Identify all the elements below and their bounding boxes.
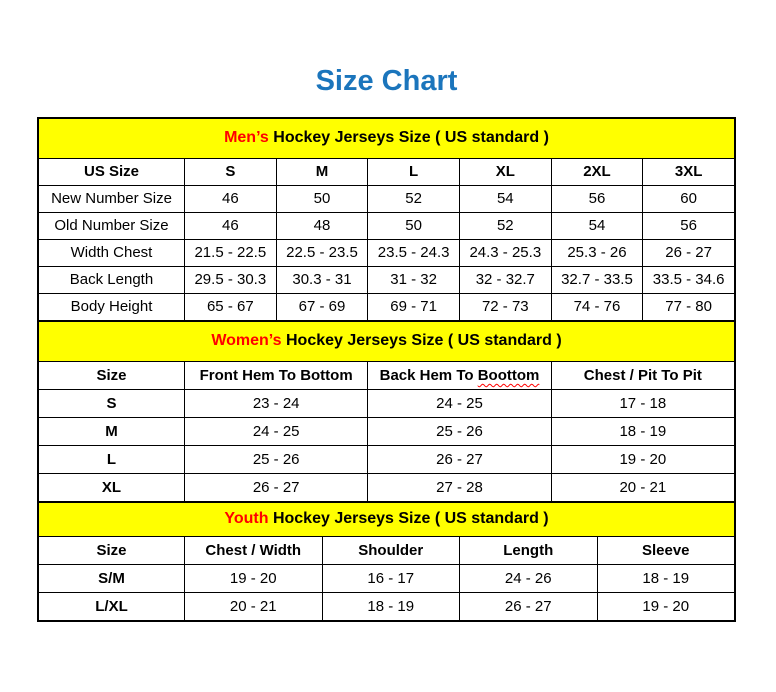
column-header: Shoulder xyxy=(322,536,460,564)
size-value-cell: 54 xyxy=(551,212,643,239)
size-value-cell: 52 xyxy=(368,185,460,212)
row-womens-m xyxy=(39,417,735,445)
size-value-cell: 25 - 26 xyxy=(185,445,368,473)
size-value-cell: 56 xyxy=(551,185,643,212)
womens-banner-rest: Hockey Jerseys Size ( US standard ) xyxy=(281,332,562,350)
column-header: Chest / Pit To Pit xyxy=(551,361,734,389)
row-label: S xyxy=(39,389,185,417)
womens-banner-row xyxy=(39,321,735,361)
size-value-cell: 17 - 18 xyxy=(551,389,734,417)
page-title: Size Chart xyxy=(315,65,458,97)
size-value-cell: 32.7 - 33.5 xyxy=(551,266,643,293)
row-womens-l xyxy=(39,445,735,473)
size-value-cell: 60 xyxy=(643,185,735,212)
size-value-cell: 23 - 24 xyxy=(185,389,368,417)
womens-banner-highlight: Women’s xyxy=(211,332,282,350)
size-value-cell: 56 xyxy=(643,212,735,239)
mens-banner-highlight: Men’s xyxy=(224,129,269,147)
size-value-cell: 25 - 26 xyxy=(368,417,551,445)
size-value-cell: 77 - 80 xyxy=(643,293,735,320)
size-value-cell: 24 - 26 xyxy=(460,564,598,592)
row-youth-lxl xyxy=(39,592,735,620)
size-value-cell: 26 - 27 xyxy=(185,473,368,501)
size-value-cell: 48 xyxy=(276,212,368,239)
column-header: US Size xyxy=(39,158,185,185)
column-header: 2XL xyxy=(551,158,643,185)
size-value-cell: 19 - 20 xyxy=(185,564,323,592)
row-label: L/XL xyxy=(39,592,185,620)
header-text: Back Hem To xyxy=(379,366,478,384)
column-header: 3XL xyxy=(643,158,735,185)
womens-banner-cell xyxy=(39,321,735,361)
mens-size-table xyxy=(38,118,735,321)
size-value-cell: 33.5 - 34.6 xyxy=(643,266,735,293)
youth-banner-row xyxy=(39,502,735,536)
size-value-cell: 65 - 67 xyxy=(185,293,277,320)
youth-size-table xyxy=(38,502,735,621)
size-value-cell: 74 - 76 xyxy=(551,293,643,320)
row-label: XL xyxy=(39,473,185,501)
size-value-cell: 46 xyxy=(185,212,277,239)
misspelled-word-squiggle: Boottom xyxy=(477,366,540,384)
size-value-cell: 50 xyxy=(368,212,460,239)
row-womens-xl xyxy=(39,473,735,501)
size-value-cell: 18 - 19 xyxy=(551,417,734,445)
size-value-cell: 16 - 17 xyxy=(322,564,460,592)
size-value-cell: 50 xyxy=(276,185,368,212)
size-value-cell: 72 - 73 xyxy=(459,293,551,320)
size-value-cell: 21.5 - 22.5 xyxy=(185,239,277,266)
youth-banner-rest: Hockey Jerseys Size ( US standard ) xyxy=(268,510,549,528)
youth-header-row xyxy=(39,536,735,564)
mens-banner-rest: Hockey Jerseys Size ( US standard ) xyxy=(268,129,549,147)
size-value-cell: 22.5 - 23.5 xyxy=(276,239,368,266)
column-header xyxy=(368,361,551,389)
column-header: XL xyxy=(459,158,551,185)
row-old-number-size xyxy=(39,212,735,239)
row-back-length xyxy=(39,266,735,293)
column-header: Size xyxy=(39,536,185,564)
size-value-cell: 32 - 32.7 xyxy=(459,266,551,293)
size-value-cell: 69 - 71 xyxy=(368,293,460,320)
size-value-cell: 19 - 20 xyxy=(597,592,735,620)
row-label: New Number Size xyxy=(39,185,185,212)
column-header: L xyxy=(368,158,460,185)
row-label: Width Chest xyxy=(39,239,185,266)
row-new-number-size xyxy=(39,185,735,212)
column-header: Length xyxy=(460,536,598,564)
row-label: Old Number Size xyxy=(39,212,185,239)
size-value-cell: 30.3 - 31 xyxy=(276,266,368,293)
size-value-cell: 24 - 25 xyxy=(368,389,551,417)
size-value-cell: 18 - 19 xyxy=(322,592,460,620)
row-label: S/M xyxy=(39,564,185,592)
size-value-cell: 25.3 - 26 xyxy=(551,239,643,266)
content-wrap xyxy=(37,0,736,622)
womens-header-row xyxy=(39,361,735,389)
row-body-height xyxy=(39,293,735,320)
column-header: Front Hem To Bottom xyxy=(185,361,368,389)
column-header: M xyxy=(276,158,368,185)
row-youth-sm xyxy=(39,564,735,592)
size-value-cell: 24 - 25 xyxy=(185,417,368,445)
row-womens-s xyxy=(39,389,735,417)
size-value-cell: 29.5 - 30.3 xyxy=(185,266,277,293)
size-value-cell: 24.3 - 25.3 xyxy=(459,239,551,266)
size-chart-tables xyxy=(37,117,736,622)
column-header: S xyxy=(185,158,277,185)
size-value-cell: 26 - 27 xyxy=(368,445,551,473)
size-value-cell: 18 - 19 xyxy=(597,564,735,592)
size-value-cell: 54 xyxy=(459,185,551,212)
youth-banner-cell xyxy=(39,502,735,536)
row-width-chest xyxy=(39,239,735,266)
column-header: Chest / Width xyxy=(185,536,323,564)
row-label: L xyxy=(39,445,185,473)
youth-banner-highlight: Youth xyxy=(224,510,269,528)
size-value-cell: 46 xyxy=(185,185,277,212)
row-label: M xyxy=(39,417,185,445)
size-value-cell: 20 - 21 xyxy=(551,473,734,501)
mens-banner-row xyxy=(39,118,735,158)
row-label: Back Length xyxy=(39,266,185,293)
column-header: Sleeve xyxy=(597,536,735,564)
size-value-cell: 23.5 - 24.3 xyxy=(368,239,460,266)
size-value-cell: 31 - 32 xyxy=(368,266,460,293)
size-value-cell: 27 - 28 xyxy=(368,473,551,501)
mens-header-row xyxy=(39,158,735,185)
mens-banner-cell xyxy=(39,118,735,158)
size-value-cell: 67 - 69 xyxy=(276,293,368,320)
column-header: Size xyxy=(39,361,185,389)
row-label: Body Height xyxy=(39,293,185,320)
size-value-cell: 19 - 20 xyxy=(551,445,734,473)
womens-size-table xyxy=(38,321,735,502)
size-value-cell: 20 - 21 xyxy=(185,592,323,620)
size-value-cell: 52 xyxy=(459,212,551,239)
size-value-cell: 26 - 27 xyxy=(643,239,735,266)
size-value-cell: 26 - 27 xyxy=(460,592,598,620)
